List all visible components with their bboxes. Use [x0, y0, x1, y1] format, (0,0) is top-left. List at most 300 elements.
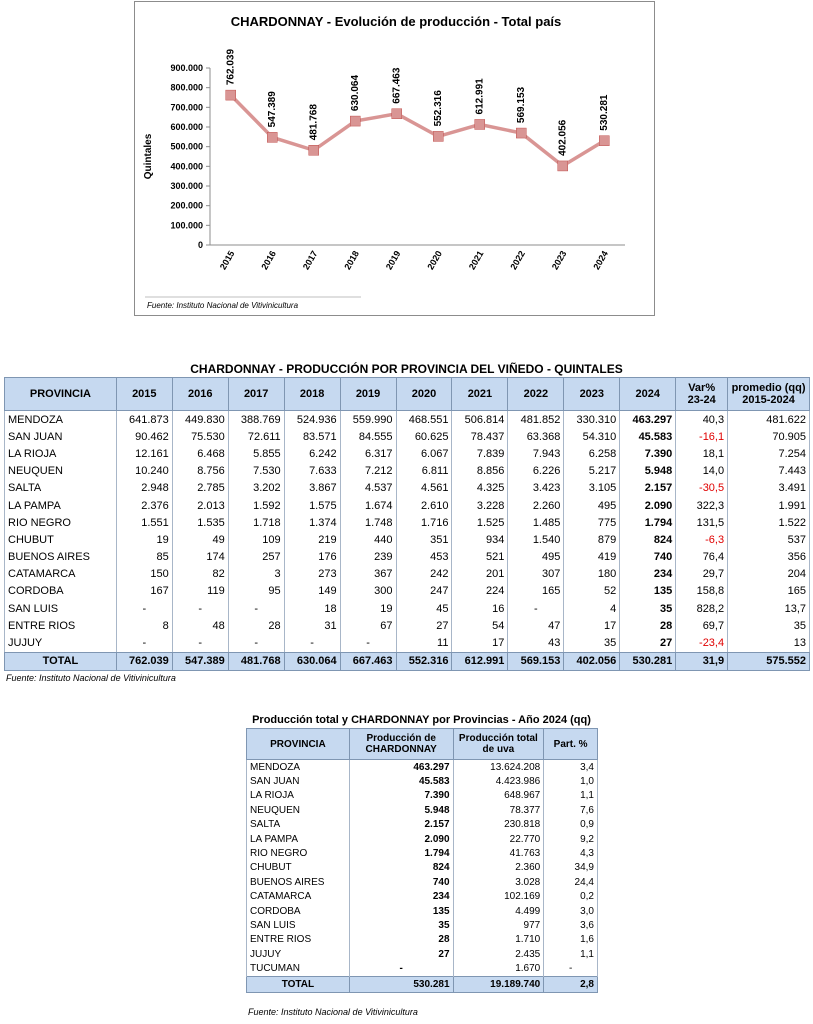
table1-cell: 19 — [116, 531, 172, 548]
table1-row — [5, 617, 810, 634]
table2-cell: 2.435 — [453, 947, 544, 961]
table1-cell: 67 — [340, 617, 396, 634]
table1-cell: 828,2 — [676, 600, 728, 617]
table1-cell: 356 — [728, 549, 810, 566]
table1-row — [5, 566, 810, 583]
table1-cell: 45.583 — [620, 428, 676, 445]
table1-cell: 468.551 — [396, 411, 452, 429]
table1-cell: 14,0 — [676, 463, 728, 480]
x-tick-label: 2015 — [217, 249, 237, 272]
table2-cell: LA RIOJA — [247, 789, 350, 803]
table2-cell: 27 — [349, 947, 453, 961]
table1-cell: 1.794 — [620, 514, 676, 531]
table1-cell: 18,1 — [676, 445, 728, 462]
table2-cell: 1.670 — [453, 961, 544, 976]
table1-cell: 72.611 — [228, 428, 284, 445]
table1-cell: 330.310 — [564, 411, 620, 429]
table1-cell: 1.551 — [116, 514, 172, 531]
table1-cell: 8.856 — [452, 463, 508, 480]
table1-cell: 54.310 — [564, 428, 620, 445]
table1-source: Fuente: Instituto Nacional de Vitivinicultura — [6, 673, 176, 683]
table1-cell: - — [228, 600, 284, 617]
table1-cell: 90.462 — [116, 428, 172, 445]
table1-row — [5, 600, 810, 617]
table1-cell: - — [508, 600, 564, 617]
table1-cell: 1.991 — [728, 497, 810, 514]
table1-cell: 12.161 — [116, 445, 172, 462]
table2-cell: RIO NEGRO — [247, 846, 350, 860]
table2-total-row — [247, 976, 598, 992]
table1-cell: 63.368 — [508, 428, 564, 445]
data-point-marker — [350, 116, 360, 126]
data-point-marker — [433, 131, 443, 141]
table2-cell: 19.189.740 — [453, 976, 544, 992]
table1-cell: 54 — [452, 617, 508, 634]
table1-cell: 165 — [508, 583, 564, 600]
table1-cell: - — [116, 600, 172, 617]
table1-header — [676, 378, 728, 411]
table1-cell: 6.317 — [340, 445, 396, 462]
table1-cell: 7.839 — [452, 445, 508, 462]
table1-cell: 569.153 — [508, 652, 564, 670]
table2-cell: 5.948 — [349, 803, 453, 817]
y-tick-label: 900.000 — [170, 63, 203, 73]
x-tick-label: 2017 — [300, 249, 320, 272]
table1-header: 2020 — [396, 378, 452, 411]
y-tick-label: 700.000 — [170, 102, 203, 113]
table1-cell: 537 — [728, 531, 810, 548]
data-value-label: 569.153 — [516, 86, 528, 124]
table1-row — [5, 480, 810, 497]
table1-cell: 76,4 — [676, 549, 728, 566]
table2-cell: 41.763 — [453, 846, 544, 860]
table1-header: 2015 — [116, 378, 172, 411]
table2-cell: 4.499 — [453, 904, 544, 918]
table1-cell: 559.990 — [340, 411, 396, 429]
table2-cell: 0,2 — [544, 890, 598, 904]
table1-cell: MENDOZA — [5, 411, 117, 429]
table1-cell: 612.991 — [452, 652, 508, 670]
table2-cell: 13.624.208 — [453, 760, 544, 775]
table1-cell: 7.390 — [620, 445, 676, 462]
y-tick-label: 0 — [197, 240, 203, 250]
table1-cell: 224 — [452, 583, 508, 600]
table1-cell: 35 — [620, 600, 676, 617]
table1-cell: 740 — [620, 549, 676, 566]
table1-cell: 35 — [728, 617, 810, 634]
table1-cell: 1.718 — [228, 514, 284, 531]
table1-cell: 75.530 — [172, 428, 228, 445]
table1-row — [5, 411, 810, 429]
table2-cell: SALTA — [247, 818, 350, 832]
table1-cell: 2.013 — [172, 497, 228, 514]
table1-cell: 219 — [284, 531, 340, 548]
data-value-label: 402.056 — [557, 119, 569, 156]
table2-cell: 977 — [453, 918, 544, 932]
table1-header: 2016 — [172, 378, 228, 411]
table1-cell: 70.905 — [728, 428, 810, 445]
table1-cell: 7.943 — [508, 445, 564, 462]
table1-title: CHARDONNAY - PRODUCCIÓN POR PROVINCIA DEL VIÑEDO - QUINTALES — [190, 362, 623, 376]
table2-cell: TUCUMAN — [247, 961, 350, 976]
table2-title: Producción total y CHARDONNAY por Provincias - Año 2024 (qq) — [252, 714, 591, 726]
data-point-marker — [516, 128, 526, 138]
table1-cell: 1.535 — [172, 514, 228, 531]
data-value-label: 530.281 — [599, 94, 611, 131]
x-tick-label: 2020 — [425, 249, 444, 272]
y-tick-label: 800.000 — [170, 82, 203, 93]
table1-cell: 11 — [396, 634, 452, 652]
table1-row — [5, 497, 810, 514]
table1-header: 2019 — [340, 378, 396, 411]
table1-row — [5, 445, 810, 462]
table1-cell: 367 — [340, 566, 396, 583]
table1-header — [728, 378, 810, 411]
table1-cell: 83.571 — [284, 428, 340, 445]
table1-cell: 35 — [564, 634, 620, 652]
x-tick-label: 2018 — [342, 249, 361, 272]
table1-cell: 13 — [728, 634, 810, 652]
data-value-label: 547.389 — [267, 91, 279, 128]
table2-cell: MENDOZA — [247, 760, 350, 775]
table1-cell: 641.873 — [116, 411, 172, 429]
table1-cell: 419 — [564, 549, 620, 566]
table2-cell: 1.710 — [453, 933, 544, 947]
table1-cell: 69,7 — [676, 617, 728, 634]
table1-cell: 440 — [340, 531, 396, 548]
province-share-table — [246, 728, 598, 993]
province-production-table — [4, 377, 810, 671]
table2-cell: 3,4 — [544, 760, 598, 775]
table1-cell: SALTA — [5, 480, 117, 497]
table1-cell: 28 — [620, 617, 676, 634]
table1-cell: 547.389 — [172, 652, 228, 670]
table1-cell: 1.716 — [396, 514, 452, 531]
table1-cell: 3.491 — [728, 480, 810, 497]
table2-cell: 4.423.986 — [453, 774, 544, 788]
table1-cell: 575.552 — [728, 652, 810, 670]
table2-cell: JUJUY — [247, 947, 350, 961]
table2-cell: 4,3 — [544, 846, 598, 860]
y-tick-label: 300.000 — [170, 181, 203, 191]
table1-cell: 95 — [228, 583, 284, 600]
table1-cell: 31 — [284, 617, 340, 634]
table1-cell: 5.948 — [620, 463, 676, 480]
table1-cell: 6.226 — [508, 463, 564, 480]
table1-cell: - — [172, 634, 228, 652]
table2-row — [247, 875, 598, 889]
table1-cell: 824 — [620, 531, 676, 548]
table1-cell: 524.936 — [284, 411, 340, 429]
table1-row — [5, 634, 810, 652]
table1-cell: 4.325 — [452, 480, 508, 497]
table1-cell: 27 — [396, 617, 452, 634]
table1-cell: 463.297 — [620, 411, 676, 429]
table2-cell: 3.028 — [453, 875, 544, 889]
table1-header: 2024 — [620, 378, 676, 411]
data-value-label: 762.039 — [225, 48, 237, 86]
table1-cell: 8 — [116, 617, 172, 634]
table1-cell: 174 — [172, 549, 228, 566]
table1-cell: RIO NEGRO — [5, 514, 117, 531]
table1-cell: 1.592 — [228, 497, 284, 514]
table1-row — [5, 428, 810, 445]
table1-cell: -16,1 — [676, 428, 728, 445]
table1-cell: 29,7 — [676, 566, 728, 583]
table1-cell: 762.039 — [116, 652, 172, 670]
table1-cell: 322,3 — [676, 497, 728, 514]
table1-cell: 19 — [340, 600, 396, 617]
data-value-label: 481.768 — [308, 104, 320, 141]
table1-cell: 60.625 — [396, 428, 452, 445]
table1-cell: 1.674 — [340, 497, 396, 514]
table2-cell: 1,1 — [544, 789, 598, 803]
table1-cell: 4 — [564, 600, 620, 617]
table1-header: 2017 — [228, 378, 284, 411]
table1-cell: 8.756 — [172, 463, 228, 480]
table1-cell: 2.948 — [116, 480, 172, 497]
series-line — [231, 95, 605, 166]
table1-total-row — [5, 652, 810, 670]
table1-cell: 4.561 — [396, 480, 452, 497]
table1-cell: -6,3 — [676, 531, 728, 548]
table1-cell: 7.443 — [728, 463, 810, 480]
table1-cell: SAN LUIS — [5, 600, 117, 617]
table2-header: Producción total de uva — [453, 729, 544, 760]
table1-cell: 1.525 — [452, 514, 508, 531]
table2-cell: 463.297 — [349, 760, 453, 775]
table1-cell: 3 — [228, 566, 284, 583]
table2-cell: 2.090 — [349, 832, 453, 846]
table2-row — [247, 961, 598, 976]
table1-header-line: 2015-2024 — [742, 394, 795, 406]
x-tick-label: 2023 — [549, 249, 569, 272]
table1-cell: 273 — [284, 566, 340, 583]
table1-cell: 47 — [508, 617, 564, 634]
table1-header-line: promedio (qq) — [731, 382, 806, 394]
table1-cell: 3.105 — [564, 480, 620, 497]
table2-cell: 22.770 — [453, 832, 544, 846]
table1-header: 2021 — [452, 378, 508, 411]
table1-row — [5, 514, 810, 531]
table1-cell: 6.468 — [172, 445, 228, 462]
table1-cell: - — [228, 634, 284, 652]
table1-row — [5, 531, 810, 548]
table1-cell: 481.852 — [508, 411, 564, 429]
table1-cell: 17 — [564, 617, 620, 634]
table2-cell: 1,1 — [544, 947, 598, 961]
table1-cell: 6.242 — [284, 445, 340, 462]
table1-cell: 48 — [172, 617, 228, 634]
table2-cell: 230.818 — [453, 818, 544, 832]
table2-cell: NEUQUEN — [247, 803, 350, 817]
table2-cell: 78.377 — [453, 803, 544, 817]
table1-cell: 5.217 — [564, 463, 620, 480]
chart-svg — [135, 2, 654, 315]
table1-cell: 6.067 — [396, 445, 452, 462]
table1-cell: 879 — [564, 531, 620, 548]
table1-cell: 2.610 — [396, 497, 452, 514]
table1-cell: LA PAMPA — [5, 497, 117, 514]
table2-cell: 135 — [349, 904, 453, 918]
table1-cell: TOTAL — [5, 652, 117, 670]
table1-cell: 131,5 — [676, 514, 728, 531]
table1-cell: SAN JUAN — [5, 428, 117, 445]
table2-cell: 2.157 — [349, 818, 453, 832]
table2-cell: SAN JUAN — [247, 774, 350, 788]
table2-cell: 3,0 — [544, 904, 598, 918]
table2-cell: 0,9 — [544, 818, 598, 832]
table1-header: 2023 — [564, 378, 620, 411]
table1-cell: CHUBUT — [5, 531, 117, 548]
table2-cell: 45.583 — [349, 774, 453, 788]
x-tick-label: 2019 — [383, 249, 403, 272]
table1-cell: 1.485 — [508, 514, 564, 531]
table1-cell: 242 — [396, 566, 452, 583]
table2-row — [247, 846, 598, 860]
table2-row — [247, 803, 598, 817]
table2-row — [247, 861, 598, 875]
table1-cell: 201 — [452, 566, 508, 583]
table1-header: 2018 — [284, 378, 340, 411]
table1-cell: - — [340, 634, 396, 652]
table1-header-line: 23-24 — [687, 394, 716, 406]
table1-cell: 449.830 — [172, 411, 228, 429]
table1-cell: 43 — [508, 634, 564, 652]
table2-cell: 740 — [349, 875, 453, 889]
table1-cell: 45 — [396, 600, 452, 617]
table1-cell: 135 — [620, 583, 676, 600]
table2-cell: SAN LUIS — [247, 918, 350, 932]
table2-cell: 2.360 — [453, 861, 544, 875]
table2-cell: 9,2 — [544, 832, 598, 846]
table1-cell: 307 — [508, 566, 564, 583]
table1-cell: 149 — [284, 583, 340, 600]
table1-cell: 3.228 — [452, 497, 508, 514]
table2-row — [247, 789, 598, 803]
table2-cell: 234 — [349, 890, 453, 904]
table1-cell: LA RIOJA — [5, 445, 117, 462]
table1-cell: 27 — [620, 634, 676, 652]
table1-cell: 4.537 — [340, 480, 396, 497]
x-tick-label: 2016 — [259, 249, 278, 272]
table1-cell: 1.575 — [284, 497, 340, 514]
table1-cell: 7.254 — [728, 445, 810, 462]
table1-cell: BUENOS AIRES — [5, 549, 117, 566]
table1-cell: JUJUY — [5, 634, 117, 652]
table2-cell: 28 — [349, 933, 453, 947]
table2-cell: ENTRE RIOS — [247, 933, 350, 947]
table1-cell: ENTRE RIOS — [5, 617, 117, 634]
data-value-label: 612.991 — [474, 78, 486, 115]
table1-row — [5, 463, 810, 480]
table1-cell: 481.768 — [228, 652, 284, 670]
table1-cell: 176 — [284, 549, 340, 566]
table1-cell: 481.622 — [728, 411, 810, 429]
table1-cell: 82 — [172, 566, 228, 583]
table2-cell: LA PAMPA — [247, 832, 350, 846]
table1-cell: 2.785 — [172, 480, 228, 497]
table1-cell: 18 — [284, 600, 340, 617]
table2-cell: 7,6 — [544, 803, 598, 817]
table2-cell: 102.169 — [453, 890, 544, 904]
chart-title: CHARDONNAY - Evolución de producción - Total país — [230, 14, 562, 29]
table1-header: 2022 — [508, 378, 564, 411]
table2-cell: 2,8 — [544, 976, 598, 992]
y-tick-label: 200.000 — [170, 200, 203, 211]
table1-cell: CORDOBA — [5, 583, 117, 600]
table1-cell: 3.202 — [228, 480, 284, 497]
table1-cell: 239 — [340, 549, 396, 566]
table1-cell: 16 — [452, 600, 508, 617]
table1-cell: 52 — [564, 583, 620, 600]
table2-row — [247, 832, 598, 846]
data-point-marker — [226, 90, 236, 100]
table1-cell: 1.374 — [284, 514, 340, 531]
table1-cell: 351 — [396, 531, 452, 548]
table1-cell: 530.281 — [620, 652, 676, 670]
table1-cell: 2.090 — [620, 497, 676, 514]
table2-cell: 1,0 — [544, 774, 598, 788]
data-value-label: 630.064 — [350, 74, 362, 112]
table1-cell: 552.316 — [396, 652, 452, 670]
table2-cell: 824 — [349, 861, 453, 875]
table1-cell: 1.748 — [340, 514, 396, 531]
table1-cell: 495 — [564, 497, 620, 514]
table1-cell: 495 — [508, 549, 564, 566]
data-point-marker — [599, 136, 609, 146]
table1-cell: 49 — [172, 531, 228, 548]
table1-cell: 109 — [228, 531, 284, 548]
table1-cell: 934 — [452, 531, 508, 548]
table1-cell: -30,5 — [676, 480, 728, 497]
table1-cell: NEUQUEN — [5, 463, 117, 480]
table1-cell: 402.056 — [564, 652, 620, 670]
table2-header: Part. % — [544, 729, 598, 760]
data-point-marker — [392, 109, 402, 119]
table1-cell: 300 — [340, 583, 396, 600]
data-point-marker — [267, 132, 277, 142]
y-tick-label: 400.000 — [170, 161, 203, 172]
table1-cell: 2.376 — [116, 497, 172, 514]
table1-cell: 257 — [228, 549, 284, 566]
data-point-marker — [475, 119, 485, 129]
table1-cell: 40,3 — [676, 411, 728, 429]
table1-cell: CATAMARCA — [5, 566, 117, 583]
table1-cell: 31,9 — [676, 652, 728, 670]
table2-cell: - — [544, 961, 598, 976]
table2-row — [247, 947, 598, 961]
table1-cell: 180 — [564, 566, 620, 583]
y-axis-label: Quintales — [143, 133, 154, 180]
table1-cell: 2.157 — [620, 480, 676, 497]
table1-cell: 6.258 — [564, 445, 620, 462]
table1-cell: 2.260 — [508, 497, 564, 514]
table2-header: PROVINCIA — [247, 729, 350, 760]
table1-cell: 453 — [396, 549, 452, 566]
table2-cell: TOTAL — [247, 976, 350, 992]
table1-cell: 775 — [564, 514, 620, 531]
table1-cell: -23,4 — [676, 634, 728, 652]
table2-header: Producción de CHARDONNAY — [349, 729, 453, 760]
table1-cell: 165 — [728, 583, 810, 600]
table1-cell: 167 — [116, 583, 172, 600]
table2-cell: CORDOBA — [247, 904, 350, 918]
table2-cell: 1,6 — [544, 933, 598, 947]
table1-cell: 7.633 — [284, 463, 340, 480]
table2-cell: 648.967 — [453, 789, 544, 803]
table1-cell: 78.437 — [452, 428, 508, 445]
